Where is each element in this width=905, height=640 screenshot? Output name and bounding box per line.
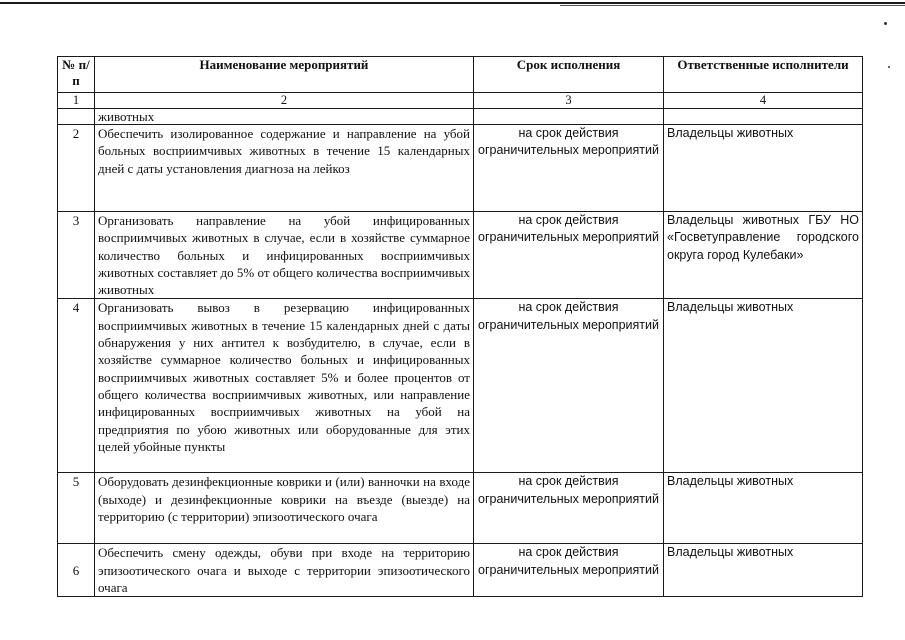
- continuation-resp-cell: [664, 109, 863, 125]
- table-row: [58, 125, 863, 212]
- row-measure: Обеспечить изолированное содержание и направление на убой больных восприимчивых животных в течение 15 календарных дней с даты установления диагноза на лейкоз: [95, 125, 474, 212]
- column-index: 3: [474, 93, 664, 109]
- table-row: [58, 473, 863, 544]
- measures-table: [57, 56, 863, 597]
- row-responsible: Владельцы животных: [664, 473, 863, 544]
- row-measure: Обеспечить смену одежды, обуви при входе на территорию эпизоотического очага и выходе с территории эпизоотического очага: [95, 544, 474, 597]
- row-deadline: на срок действия ограничительных мероприятий: [474, 125, 664, 212]
- row-measure: Организовать направление на убой инфицированных восприимчивых животных в случае, если в хозяйстве суммарное количество больных и инфицированных восприимчивых животных составляет до 5% от общего количества восприимчивых животных: [95, 212, 474, 299]
- column-index: 2: [95, 93, 474, 109]
- column-index: 4: [664, 93, 863, 109]
- row-number: 5: [58, 473, 95, 544]
- table-header-row: [58, 57, 863, 93]
- row-deadline: на срок действия ограничительных мероприятий: [474, 544, 664, 597]
- table-row: [58, 544, 863, 597]
- row-measure: Организовать вывоз в резервацию инфицированных восприимчивых животных в течение 15 календарных дней с даты обнаружения у них антител к возбудителю, в случае, если в хозяйстве суммарное количество больных и инфицированных восприимчивых животных составляет 5% и более процентов от общего количества восприимчивых животных, или направление инфицированных восприимчивых животных на убой на предприятия по убою животных или оборудованные для этих целей убойные пункты: [95, 299, 474, 473]
- header-deadline: Срок исполнения: [474, 57, 664, 93]
- continuation-row: [58, 109, 863, 125]
- column-index: 1: [58, 93, 95, 109]
- column-index-row: [58, 93, 863, 109]
- header-measure-name: Наименование мероприятий: [95, 57, 474, 93]
- row-deadline: на срок действия ограничительных мероприятий: [474, 473, 664, 544]
- header-responsible: Ответственные исполнители: [664, 57, 863, 93]
- row-responsible: Владельцы животных: [664, 544, 863, 597]
- row-number: 4: [58, 299, 95, 473]
- continuation-term-cell: [474, 109, 664, 125]
- scan-speck: [888, 66, 890, 68]
- row-responsible: Владельцы животных ГБУ НО «Госветуправление городского округа город Кулебаки»: [664, 212, 863, 299]
- row-responsible: Владельцы животных: [664, 299, 863, 473]
- row-deadline: на срок действия ограничительных мероприятий: [474, 212, 664, 299]
- continuation-text: животных: [95, 109, 474, 125]
- table-row: [58, 299, 863, 473]
- row-number: 2: [58, 125, 95, 212]
- row-number: 6: [58, 544, 95, 597]
- continuation-num-cell: [58, 109, 95, 125]
- row-number: 3: [58, 212, 95, 299]
- row-measure: Оборудовать дезинфекционные коврики и (или) ванночки на входе (выходе) и дезинфекционные коврики на въезде (выезде) на территорию (с территории) эпизоотического очага: [95, 473, 474, 544]
- row-deadline: на срок действия ограничительных мероприятий: [474, 299, 664, 473]
- scan-top-rule-short: [560, 5, 905, 6]
- table-row: [58, 212, 863, 299]
- header-number: № п/п: [58, 57, 95, 93]
- row-responsible: Владельцы животных: [664, 125, 863, 212]
- scan-speck: [884, 22, 887, 25]
